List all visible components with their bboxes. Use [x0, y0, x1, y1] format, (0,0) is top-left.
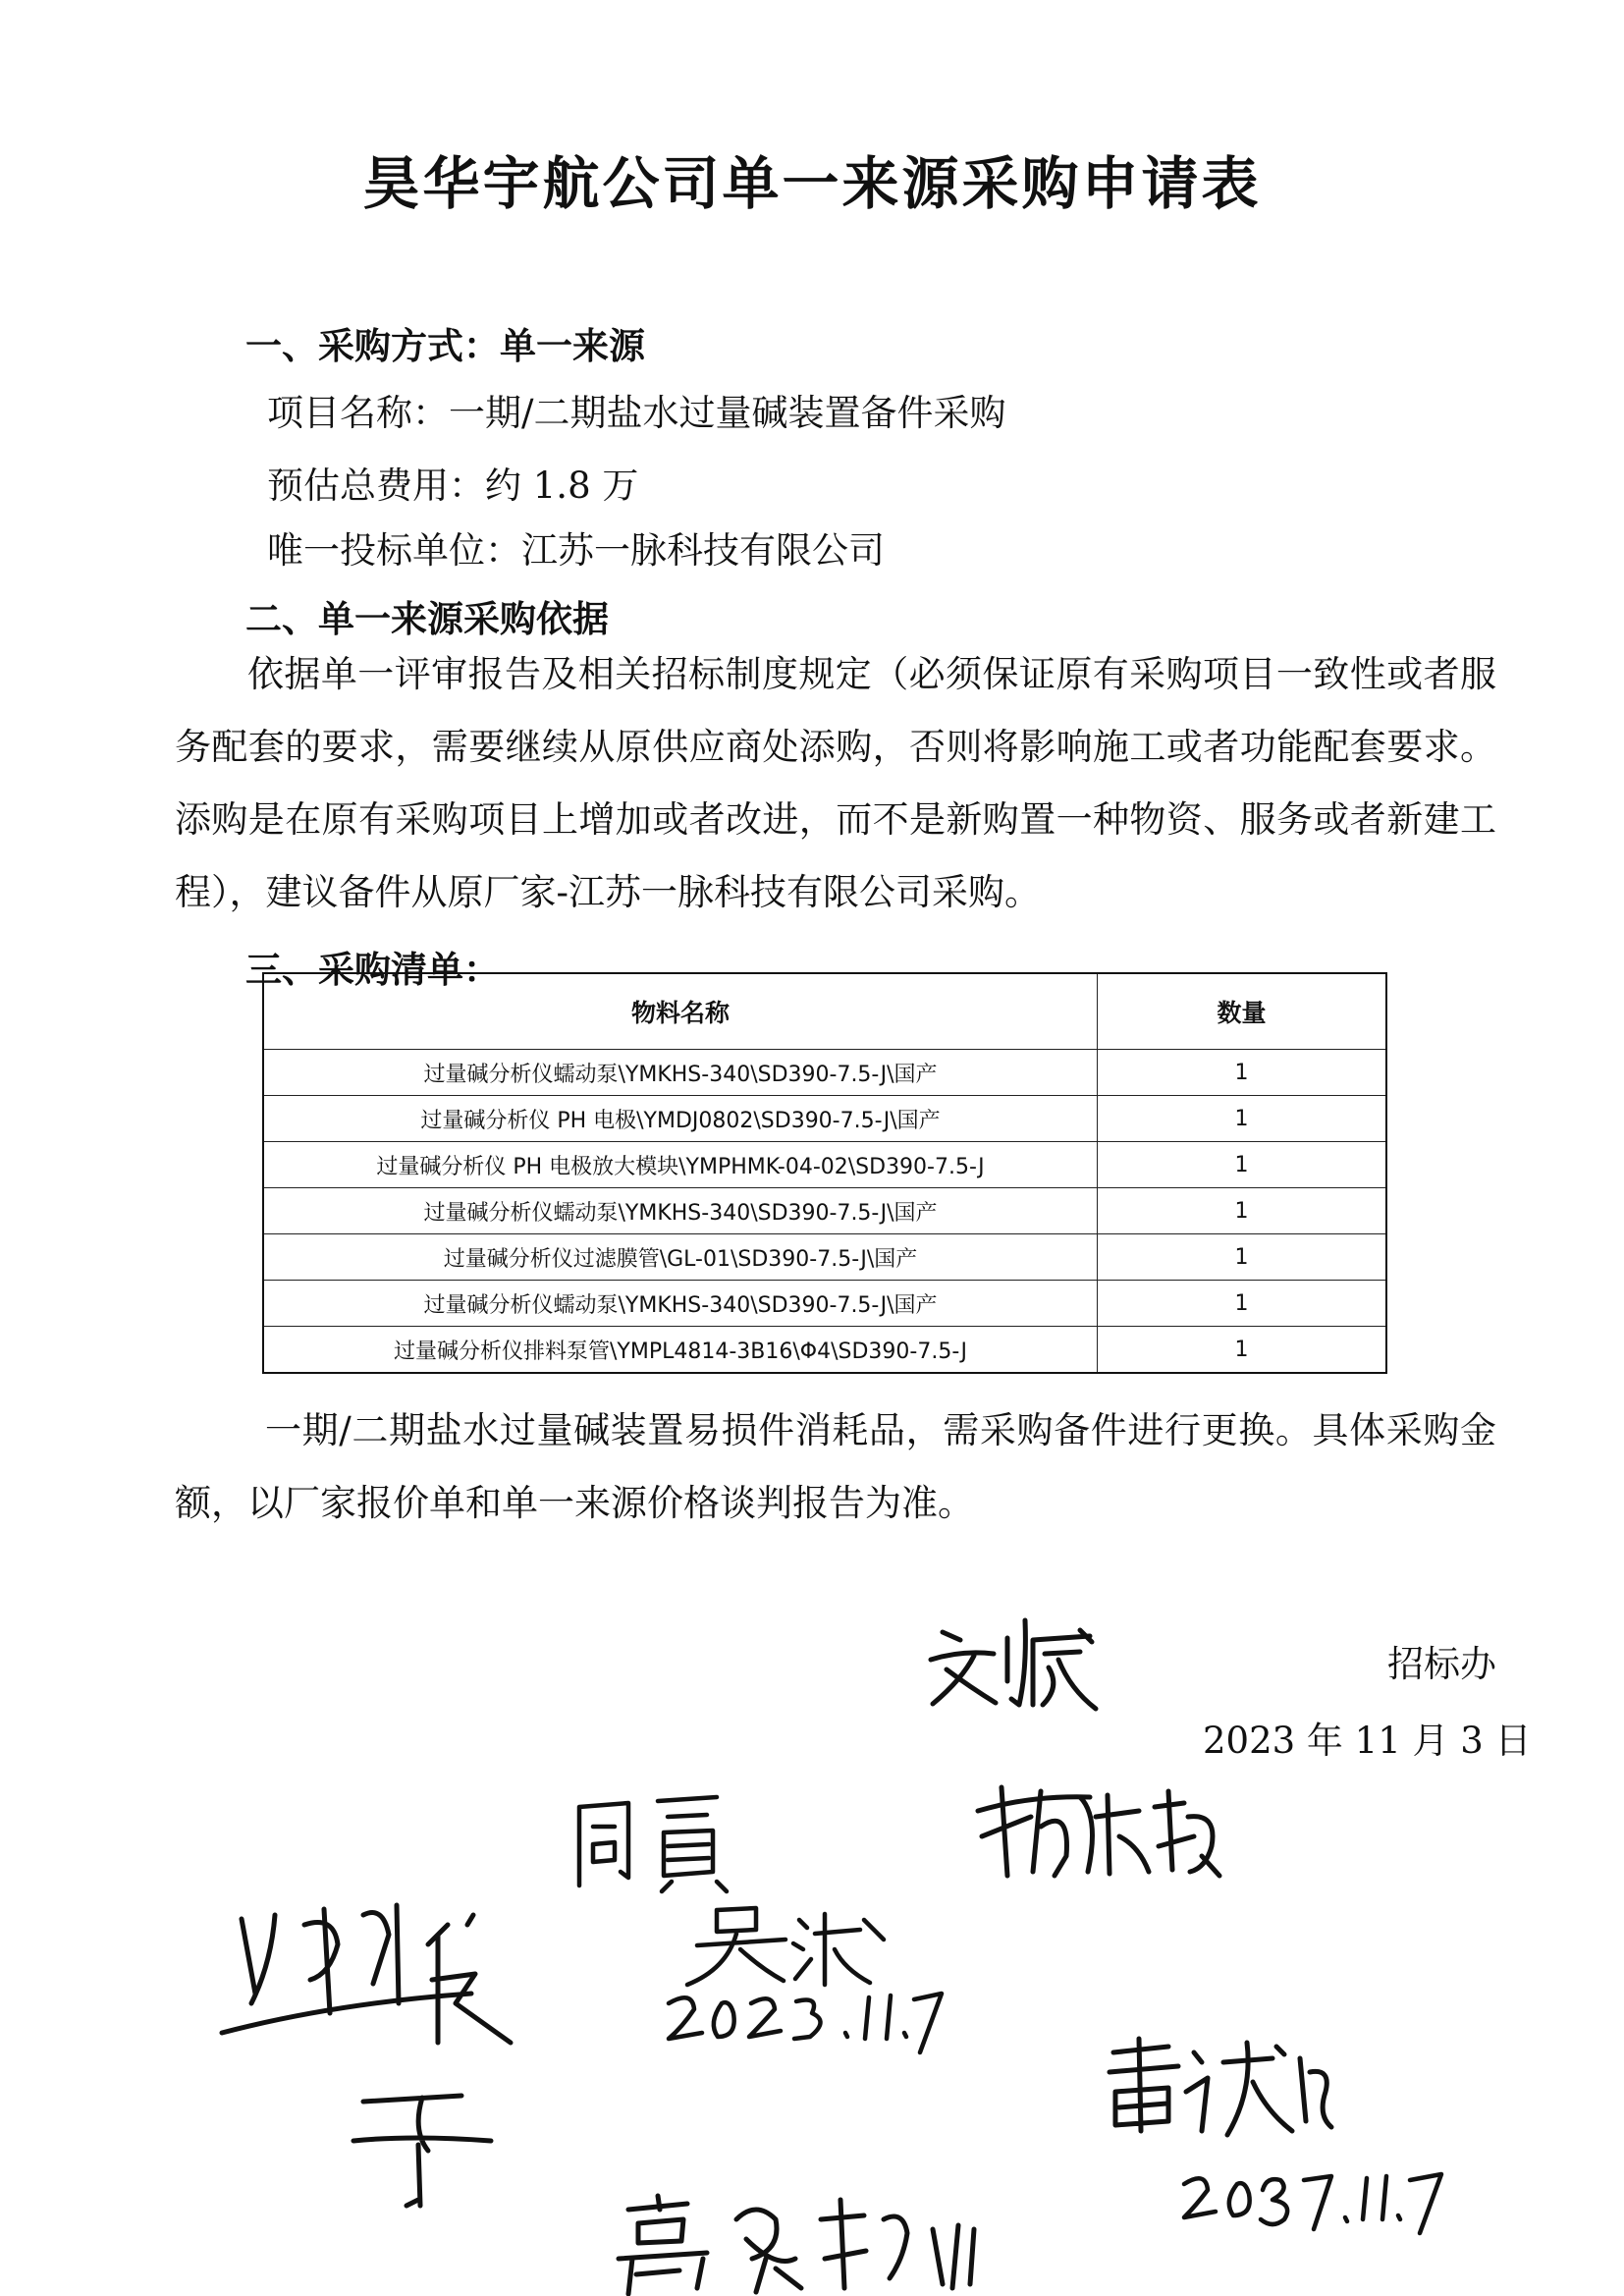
signature-signer-2-date [663, 1984, 947, 2062]
item-name: 过量碱分析仪排料泵管\YMPL4814-3B16\Φ4\SD390-7.5-J [263, 1327, 1098, 1374]
item-qty: 1 [1098, 1096, 1387, 1142]
item-qty: 1 [1098, 1281, 1387, 1327]
table-row [263, 1142, 1386, 1188]
item-qty: 1 [1098, 1234, 1387, 1281]
page-title: 昊华宇航公司单一来源采购申请表 [362, 150, 1262, 217]
table-row [263, 1327, 1386, 1374]
signature-signer-3-date [1178, 2160, 1453, 2239]
signature-signer-3 [1100, 2033, 1335, 2141]
signature-approval-note [569, 1787, 736, 1895]
signature-top-right [972, 1777, 1227, 1886]
item-qty: 1 [1098, 1188, 1387, 1234]
estimated-cost: 预估总费用：约 1.8 万 [267, 465, 639, 507]
project-name: 项目名称：一期/二期盐水过量碱装置备件采购 [267, 392, 1006, 434]
table-header-row [263, 973, 1386, 1050]
item-name: 过量碱分析仪蠕动泵\YMKHS-340\SD390-7.5-J\国产 [263, 1050, 1098, 1096]
sole-bidder: 唯一投标单位：江苏一脉科技有限公司 [267, 529, 885, 572]
date: 2023 年 11 月 3 日 [1203, 1720, 1532, 1762]
signature-applicant [923, 1611, 1100, 1719]
signature-lower-left [344, 2082, 501, 2210]
item-qty: 1 [1098, 1142, 1387, 1188]
section3-heading: 三、采购清单： [245, 949, 500, 991]
item-name: 过量碱分析仪 PH 电极放大模块\YMPHMK-04-02\SD390-7.5-J [263, 1142, 1098, 1188]
closing-paragraph: 一期/二期盐水过量碱装置易损件消耗品，需采购备件进行更换。具体采购金额，以厂家报价单和单一来源价格谈判报告为准。 [175, 1409, 1496, 1524]
department: 招标办 [1387, 1643, 1496, 1685]
purchase-list-table [262, 972, 1387, 1374]
section1-heading: 一、采购方式：单一来源 [245, 325, 645, 367]
item-name: 过量碱分析仪蠕动泵\YMKHS-340\SD390-7.5-J\国产 [263, 1188, 1098, 1234]
item-qty: 1 [1098, 1050, 1387, 1096]
item-name: 过量碱分析仪 PH 电极\YMDJ0802\SD390-7.5-J\国产 [263, 1096, 1098, 1142]
item-name: 过量碱分析仪蠕动泵\YMKHS-340\SD390-7.5-J\国产 [263, 1281, 1098, 1327]
table-row [263, 1281, 1386, 1327]
signature-left [216, 1886, 540, 2062]
signature-bottom [609, 2190, 1001, 2296]
section2-heading: 二、单一来源采购依据 [245, 598, 609, 640]
table-row [263, 1188, 1386, 1234]
item-name: 过量碱分析仪过滤膜管\GL-01\SD390-7.5-J\国产 [263, 1234, 1098, 1281]
section2-body: 依据单一评审报告及相关招标制度规定（必须保证原有采购项目一致性或者服务配套的要求，需要继续从原供应商处添购，否则将影响施工或者功能配套要求。添购是在原有采购项目上增加或者改进，而不是新购置一种物资、服务或者新建工程），建议备件从原厂家-江苏一脉科技有限公司采购。 [175, 653, 1496, 913]
col-header-qty: 数量 [1098, 973, 1387, 1050]
col-header-name: 物料名称 [263, 973, 1098, 1050]
signature-signer-2 [677, 1900, 893, 1989]
table-row [263, 1234, 1386, 1281]
table-row [263, 1050, 1386, 1096]
item-qty: 1 [1098, 1327, 1387, 1374]
table-row [263, 1096, 1386, 1142]
